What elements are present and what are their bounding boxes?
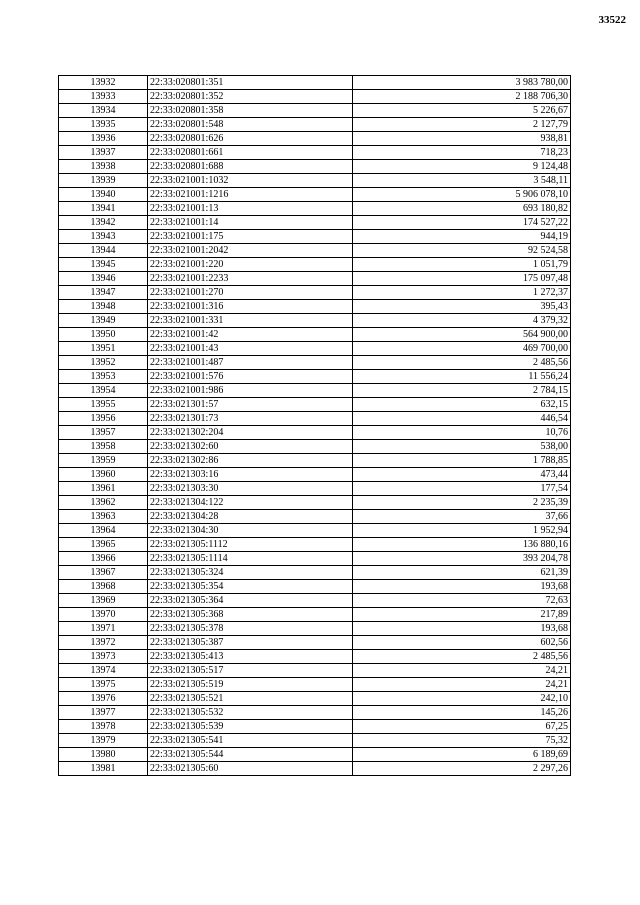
cadastral-number-cell: 22:33:021301:57 [148,398,353,412]
cadastral-value-cell: 4 379,32 [353,314,571,328]
table-row [59,146,571,160]
table-row [59,566,571,580]
cadastral-value-cell: 2 485,56 [353,356,571,370]
cadastral-number-cell: 22:33:021305:521 [148,692,353,706]
cadastral-number-cell: 22:33:021001:2042 [148,244,353,258]
row-number-cell: 13973 [59,650,148,664]
row-number-cell: 13953 [59,370,148,384]
row-number-cell: 13935 [59,118,148,132]
cadastral-number-cell: 22:33:021001:14 [148,216,353,230]
table-row [59,636,571,650]
cadastral-value-cell: 67,25 [353,720,571,734]
cadastral-number-cell: 22:33:021001:43 [148,342,353,356]
cadastral-number-cell: 22:33:020801:688 [148,160,353,174]
table-row [59,454,571,468]
cadastral-number-cell: 22:33:020801:548 [148,118,353,132]
cadastral-number-cell: 22:33:021001:270 [148,286,353,300]
cadastral-number-cell: 22:33:021303:16 [148,468,353,482]
table-row [59,748,571,762]
table-row [59,622,571,636]
cadastral-value-cell: 193,68 [353,622,571,636]
cadastral-number-cell: 22:33:021001:1032 [148,174,353,188]
row-number-cell: 13963 [59,510,148,524]
table-row [59,510,571,524]
row-number-cell: 13955 [59,398,148,412]
table-row [59,664,571,678]
cadastral-value-cell: 145,26 [353,706,571,720]
row-number-cell: 13937 [59,146,148,160]
table-row [59,174,571,188]
row-number-cell: 13947 [59,286,148,300]
cadastral-value-cell: 621,39 [353,566,571,580]
row-number-cell: 13959 [59,454,148,468]
cadastral-number-cell: 22:33:020801:626 [148,132,353,146]
cadastral-value-cell: 242,10 [353,692,571,706]
table-row [59,692,571,706]
row-number-cell: 13942 [59,216,148,230]
cadastral-value-cell: 37,66 [353,510,571,524]
row-number-cell: 13946 [59,272,148,286]
table-row [59,706,571,720]
cadastral-number-cell: 22:33:021001:316 [148,300,353,314]
cadastral-value-cell: 538,00 [353,440,571,454]
row-number-cell: 13938 [59,160,148,174]
cadastral-number-cell: 22:33:020801:352 [148,90,353,104]
row-number-cell: 13972 [59,636,148,650]
table-row [59,720,571,734]
row-number-cell: 13966 [59,552,148,566]
row-number-cell: 13978 [59,720,148,734]
cadastral-value-cell: 2 188 706,30 [353,90,571,104]
cadastral-value-cell: 193,68 [353,580,571,594]
cadastral-number-cell: 22:33:021001:487 [148,356,353,370]
cadastral-value-cell: 2 485,56 [353,650,571,664]
cadastral-value-cell: 11 556,24 [353,370,571,384]
cadastral-value-cell: 1 788,85 [353,454,571,468]
cadastral-value-table [58,75,571,776]
cadastral-value-cell: 75,32 [353,734,571,748]
row-number-cell: 13956 [59,412,148,426]
table-row [59,440,571,454]
row-number-cell: 13939 [59,174,148,188]
row-number-cell: 13975 [59,678,148,692]
cadastral-number-cell: 22:33:021304:28 [148,510,353,524]
row-number-cell: 13977 [59,706,148,720]
cadastral-number-cell: 22:33:021001:331 [148,314,353,328]
cadastral-value-cell: 632,15 [353,398,571,412]
table-row [59,482,571,496]
cadastral-number-cell: 22:33:021302:204 [148,426,353,440]
cadastral-value-cell: 3 983 780,00 [353,76,571,90]
table-row [59,76,571,90]
row-number-cell: 13974 [59,664,148,678]
row-number-cell: 13969 [59,594,148,608]
cadastral-number-cell: 22:33:020801:351 [148,76,353,90]
cadastral-number-cell: 22:33:021305:1114 [148,552,353,566]
row-number-cell: 13981 [59,762,148,776]
row-number-cell: 13962 [59,496,148,510]
table-row [59,90,571,104]
cadastral-number-cell: 22:33:021304:122 [148,496,353,510]
cadastral-number-cell: 22:33:021305:517 [148,664,353,678]
cadastral-number-cell: 22:33:020801:661 [148,146,353,160]
row-number-cell: 13979 [59,734,148,748]
cadastral-number-cell: 22:33:021001:175 [148,230,353,244]
table-row [59,104,571,118]
cadastral-value-cell: 446,54 [353,412,571,426]
row-number-cell: 13950 [59,328,148,342]
cadastral-number-cell: 22:33:021305:387 [148,636,353,650]
table-row [59,202,571,216]
cadastral-value-cell: 2 784,15 [353,384,571,398]
cadastral-value-cell: 693 180,82 [353,202,571,216]
table-row [59,286,571,300]
cadastral-value-cell: 1 952,94 [353,524,571,538]
cadastral-number-cell: 22:33:021305:532 [148,706,353,720]
table-row [59,594,571,608]
table-row [59,398,571,412]
row-number-cell: 13941 [59,202,148,216]
cadastral-number-cell: 22:33:021001:576 [148,370,353,384]
table-row [59,370,571,384]
row-number-cell: 13961 [59,482,148,496]
row-number-cell: 13970 [59,608,148,622]
cadastral-number-cell: 22:33:021302:86 [148,454,353,468]
cadastral-value-cell: 602,56 [353,636,571,650]
cadastral-number-cell: 22:33:021001:220 [148,258,353,272]
row-number-cell: 13971 [59,622,148,636]
table-row [59,160,571,174]
table-row [59,328,571,342]
cadastral-number-cell: 22:33:021302:60 [148,440,353,454]
table-row [59,216,571,230]
cadastral-value-cell: 1 272,37 [353,286,571,300]
cadastral-value-cell: 24,21 [353,678,571,692]
row-number-cell: 13958 [59,440,148,454]
cadastral-number-cell: 22:33:021305:1112 [148,538,353,552]
row-number-cell: 13964 [59,524,148,538]
cadastral-value-cell: 469 700,00 [353,342,571,356]
page-number: 33522 [598,14,626,26]
row-number-cell: 13951 [59,342,148,356]
table-row [59,524,571,538]
table-row [59,496,571,510]
cadastral-number-cell: 22:33:021305:544 [148,748,353,762]
cadastral-value-cell: 92 524,58 [353,244,571,258]
cadastral-value-cell: 2 297,26 [353,762,571,776]
table-row [59,384,571,398]
cadastral-number-cell: 22:33:021305:60 [148,762,353,776]
row-number-cell: 13934 [59,104,148,118]
table-row [59,650,571,664]
cadastral-value-cell: 6 189,69 [353,748,571,762]
row-number-cell: 13932 [59,76,148,90]
cadastral-value-cell: 393 204,78 [353,552,571,566]
cadastral-value-cell: 5 226,67 [353,104,571,118]
cadastral-number-cell: 22:33:021001:13 [148,202,353,216]
cadastral-value-cell: 2 127,79 [353,118,571,132]
cadastral-value-cell: 174 527,22 [353,216,571,230]
row-number-cell: 13940 [59,188,148,202]
cadastral-number-cell: 22:33:021305:413 [148,650,353,664]
cadastral-number-cell: 22:33:021305:539 [148,720,353,734]
cadastral-number-cell: 22:33:021001:2233 [148,272,353,286]
cadastral-number-cell: 22:33:021303:30 [148,482,353,496]
row-number-cell: 13968 [59,580,148,594]
cadastral-number-cell: 22:33:021001:1216 [148,188,353,202]
cadastral-value-cell: 3 548,11 [353,174,571,188]
table-row [59,552,571,566]
cadastral-value-cell: 9 124,48 [353,160,571,174]
table-row [59,230,571,244]
table-row [59,412,571,426]
row-number-cell: 13967 [59,566,148,580]
cadastral-value-cell: 10,76 [353,426,571,440]
cadastral-number-cell: 22:33:021305:324 [148,566,353,580]
table-row [59,132,571,146]
cadastral-value-cell: 177,54 [353,482,571,496]
row-number-cell: 13949 [59,314,148,328]
table-row [59,188,571,202]
row-number-cell: 13957 [59,426,148,440]
table-row [59,244,571,258]
table-row [59,314,571,328]
cadastral-value-cell: 473,44 [353,468,571,482]
cadastral-value-cell: 944,19 [353,230,571,244]
cadastral-number-cell: 22:33:021305:354 [148,580,353,594]
cadastral-number-cell: 22:33:021304:30 [148,524,353,538]
cadastral-number-cell: 22:33:021301:73 [148,412,353,426]
table-row [59,272,571,286]
table-row [59,258,571,272]
cadastral-value-cell: 2 235,39 [353,496,571,510]
table-row [59,342,571,356]
row-number-cell: 13960 [59,468,148,482]
cadastral-value-cell: 718,23 [353,146,571,160]
cadastral-number-cell: 22:33:021305:519 [148,678,353,692]
table-body [59,76,571,776]
row-number-cell: 13936 [59,132,148,146]
cadastral-number-cell: 22:33:021001:42 [148,328,353,342]
cadastral-value-cell: 24,21 [353,664,571,678]
table-row [59,356,571,370]
cadastral-value-cell: 938,81 [353,132,571,146]
cadastral-number-cell: 22:33:021305:368 [148,608,353,622]
table-row [59,734,571,748]
cadastral-value-cell: 72,63 [353,594,571,608]
row-number-cell: 13945 [59,258,148,272]
table-row [59,580,571,594]
cadastral-value-cell: 217,89 [353,608,571,622]
cadastral-number-cell: 22:33:020801:358 [148,104,353,118]
row-number-cell: 13944 [59,244,148,258]
cadastral-number-cell: 22:33:021305:364 [148,594,353,608]
table-row [59,538,571,552]
row-number-cell: 13954 [59,384,148,398]
cadastral-number-cell: 22:33:021001:986 [148,384,353,398]
row-number-cell: 13980 [59,748,148,762]
cadastral-value-cell: 564 900,00 [353,328,571,342]
cadastral-value-cell: 136 880,16 [353,538,571,552]
cadastral-value-cell: 395,43 [353,300,571,314]
table-row [59,118,571,132]
table-row [59,468,571,482]
table-row [59,678,571,692]
table-row [59,608,571,622]
row-number-cell: 13943 [59,230,148,244]
table-row [59,762,571,776]
row-number-cell: 13976 [59,692,148,706]
cadastral-value-cell: 175 097,48 [353,272,571,286]
row-number-cell: 13965 [59,538,148,552]
cadastral-number-cell: 22:33:021305:378 [148,622,353,636]
row-number-cell: 13933 [59,90,148,104]
table-row [59,300,571,314]
table-row [59,426,571,440]
cadastral-value-cell: 1 051,79 [353,258,571,272]
cadastral-number-cell: 22:33:021305:541 [148,734,353,748]
cadastral-value-cell: 5 906 078,10 [353,188,571,202]
row-number-cell: 13948 [59,300,148,314]
row-number-cell: 13952 [59,356,148,370]
